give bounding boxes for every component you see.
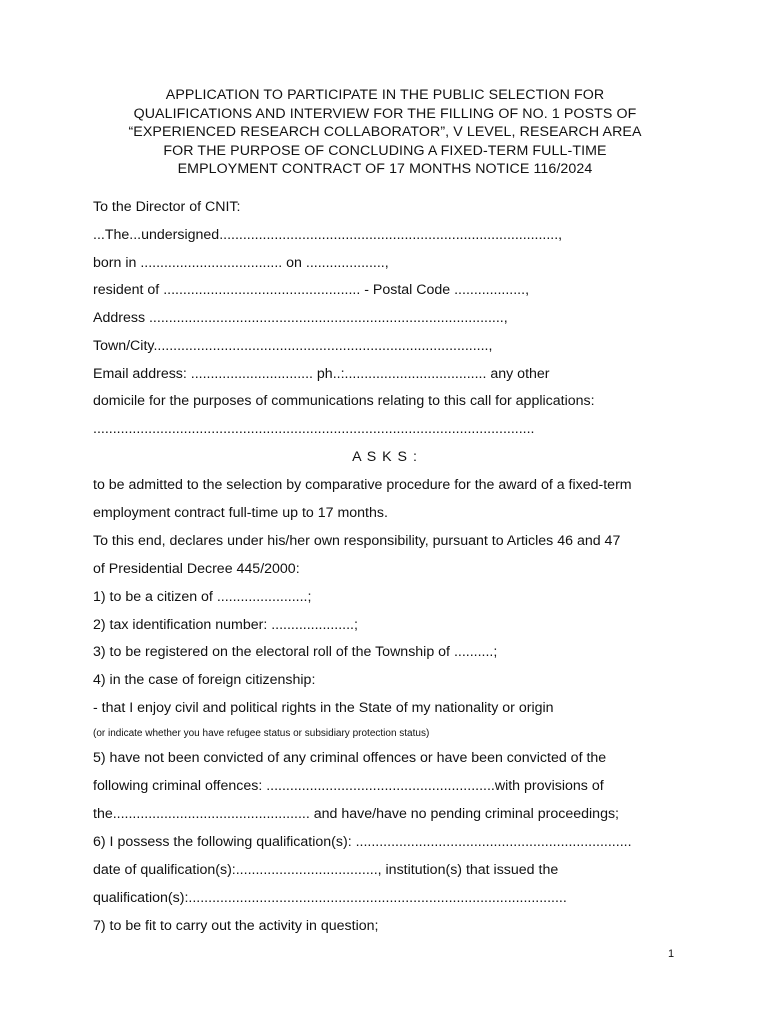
title-line: EMPLOYMENT CONTRACT OF 17 MONTHS NOTICE 116/2024	[177, 161, 593, 178]
item-convictions: the.................................................. and have/have no pending criminal proceedings;	[93, 806, 619, 822]
item-convictions: following criminal offences: ..........................................................with provisions of	[93, 778, 604, 794]
item-citizenship: 1) to be a citizen of .......................;	[93, 589, 312, 605]
address-field: Address ..........................................................................................,	[93, 310, 508, 326]
undersigned-field: ...The...undersigned......................................................................................,	[93, 227, 563, 243]
page-number: 1	[668, 948, 675, 960]
admission-text: employment contract full-time up to 17 months.	[93, 505, 388, 521]
addressee: To the Director of CNIT:	[93, 199, 241, 215]
title-line: QUALIFICATIONS AND INTERVIEW FOR THE FILLING OF NO. 1 POSTS OF	[133, 105, 637, 122]
item-foreign-citizenship: 4) in the case of foreign citizenship:	[93, 672, 316, 688]
item-electoral-roll: 3) to be registered on the electoral roll of the Township of ..........;	[93, 644, 498, 660]
item-qualifications: date of qualification(s):...................................., institution(s) that issued the	[93, 862, 559, 878]
item-civil-rights: - that I enjoy civil and political rights in the State of my nationality or origin	[93, 700, 554, 716]
title-line: “EXPERIENCED RESEARCH COLLABORATOR”, V LEVEL, RESEARCH AREA	[128, 124, 642, 141]
item-convictions: 5) have not been convicted of any criminal offences or have been convicted of the	[93, 750, 607, 766]
document-title	[60, 86, 710, 179]
birth-field: born in .................................... on ....................,	[93, 255, 389, 271]
item-tax-id: 2) tax identification number: .....................;	[93, 617, 358, 633]
admission-text: to be admitted to the selection by comparative procedure for the award of a fixed-term	[93, 477, 632, 493]
item-qualifications: qualification(s):................................................................................................	[93, 890, 567, 906]
domicile-line: ................................................................................................................	[93, 421, 535, 437]
item-fitness: 7) to be fit to carry out the activity in question;	[93, 918, 379, 934]
email-field: Email address: ............................... ph..:.................................... any other	[93, 366, 550, 382]
declaration-text: To this end, declares under his/her own responsibility, pursuant to Articles 46 and 47	[93, 533, 621, 549]
item-note: (or indicate whether you have refugee status or subsidiary protection status)	[93, 728, 430, 739]
title-line: FOR THE PURPOSE OF CONCLUDING A FIXED-TERM FULL-TIME	[163, 142, 607, 159]
item-qualifications: 6) I possess the following qualification(s): ......................................................................	[93, 834, 632, 850]
asks-heading: A S K S :	[352, 449, 418, 465]
title-line: APPLICATION TO PARTICIPATE IN THE PUBLIC SELECTION FOR	[165, 87, 605, 103]
declaration-text: of Presidential Decree 445/2000:	[93, 561, 300, 577]
domicile-text: domicile for the purposes of communications relating to this call for applications:	[93, 393, 595, 409]
residence-field: resident of .................................................. - Postal Code ..................,	[93, 282, 530, 298]
town-field: Town/City.....................................................................................,	[93, 338, 493, 354]
